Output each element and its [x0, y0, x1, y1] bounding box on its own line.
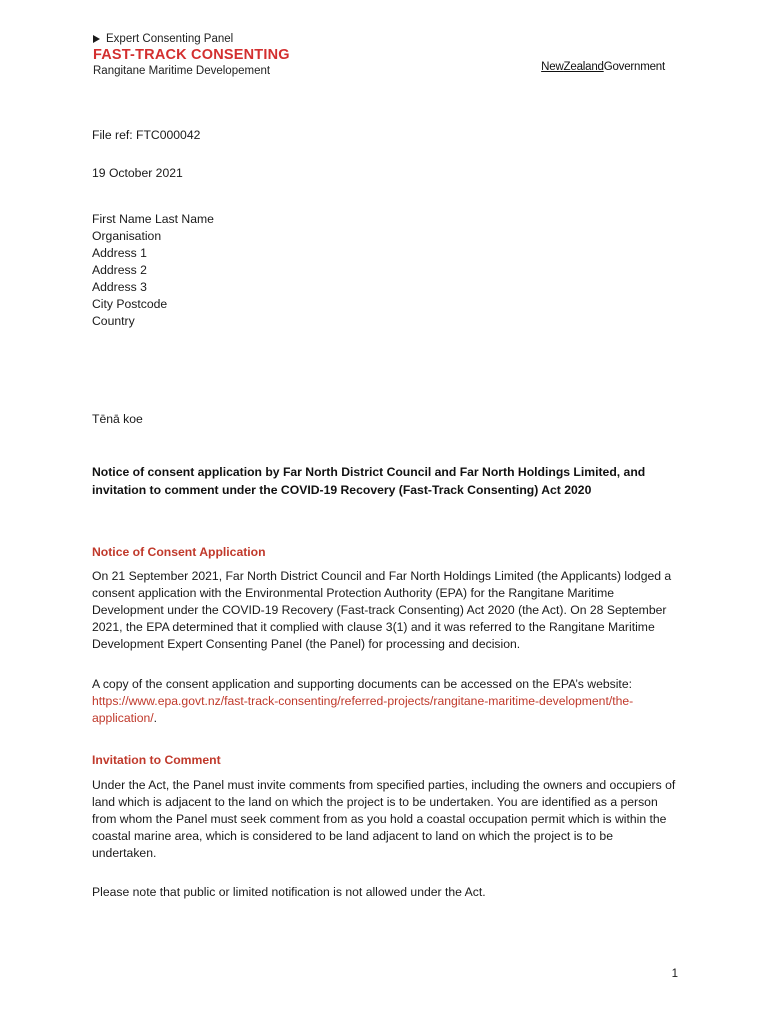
- panel-label-row: [93, 31, 290, 47]
- nz-government-logo: [541, 61, 665, 73]
- notice-paragraph-2: [92, 676, 677, 727]
- address-line-name: First Name Last Name: [92, 212, 214, 226]
- letterhead-title: FAST-TRACK CONSENTING: [93, 47, 290, 63]
- letterhead: [93, 31, 290, 79]
- letter-date: 19 October 2021: [92, 166, 183, 180]
- nz-gov-new: New: [541, 61, 564, 73]
- notice-paragraph-2-end: .: [153, 711, 158, 725]
- notice-paragraph-2-text: A copy of the consent application and supporting documents can be accessed on the EPA’s website:: [92, 677, 632, 691]
- greeting: Tēnā koe: [92, 412, 143, 426]
- file-reference: File ref: FTC000042: [92, 128, 201, 142]
- address-line-1: Address 1: [92, 246, 147, 260]
- section-heading-invitation: Invitation to Comment: [92, 753, 221, 767]
- page-number: 1: [671, 968, 678, 980]
- notice-paragraph-1: On 21 September 2021, Far North District Council and Far North Holdings Limited (the Applicants) lodged a consent application with the Environmental Protection Authority (EPA) for the Rangitane Maritime Development under the COVID-19 Recovery (Fast-track Consenting) Act 2020 (the Act). On 28 September 2021, the EPA determined that it complied with clause 3(1) and it was referred to the Rangitane Maritime Development Expert Consenting Panel (the Panel) for processing and decision.: [92, 569, 672, 651]
- address-line-2: Address 2: [92, 263, 147, 277]
- epa-application-link[interactable]: https://www.epa.govt.nz/fast-track-consenting/referred-projects/rangitane-maritime-development/the-application/: [92, 694, 634, 725]
- play-triangle-icon: [93, 35, 100, 43]
- notice-heading: Notice of consent application by Far North District Council and Far North Holdings Limited, and invitation to comment under the COVID-19 Recovery (Fast-Track Consenting) Act 2020: [92, 465, 646, 497]
- address-line-organisation: Organisation: [92, 229, 162, 243]
- nz-gov-government: Government: [603, 61, 665, 73]
- recipient-address: [92, 211, 214, 330]
- section-heading-notice: Notice of Consent Application: [92, 545, 266, 559]
- address-line-3: Address 3: [92, 280, 147, 294]
- letterhead-subtitle: Rangitane Maritime Developement: [93, 65, 271, 77]
- nz-gov-zealand: Zealand: [563, 61, 604, 73]
- invitation-paragraph-2: Please note that public or limited notification is not allowed under the Act.: [92, 885, 486, 899]
- address-line-country: Country: [92, 314, 135, 328]
- invitation-paragraph-1: Under the Act, the Panel must invite comments from specified parties, including the owners and occupiers of land which is adjacent to the land on which the project is to be undertaken. You are identified as a person from whom the Panel must seek comment from as you hold a coastal occupation permit which is within the coastal marine area, which is considered to be land adjacent to land on which the project is to be undertaken.: [92, 778, 676, 860]
- panel-label: Expert Consenting Panel: [106, 33, 234, 45]
- address-line-city: City Postcode: [92, 297, 168, 311]
